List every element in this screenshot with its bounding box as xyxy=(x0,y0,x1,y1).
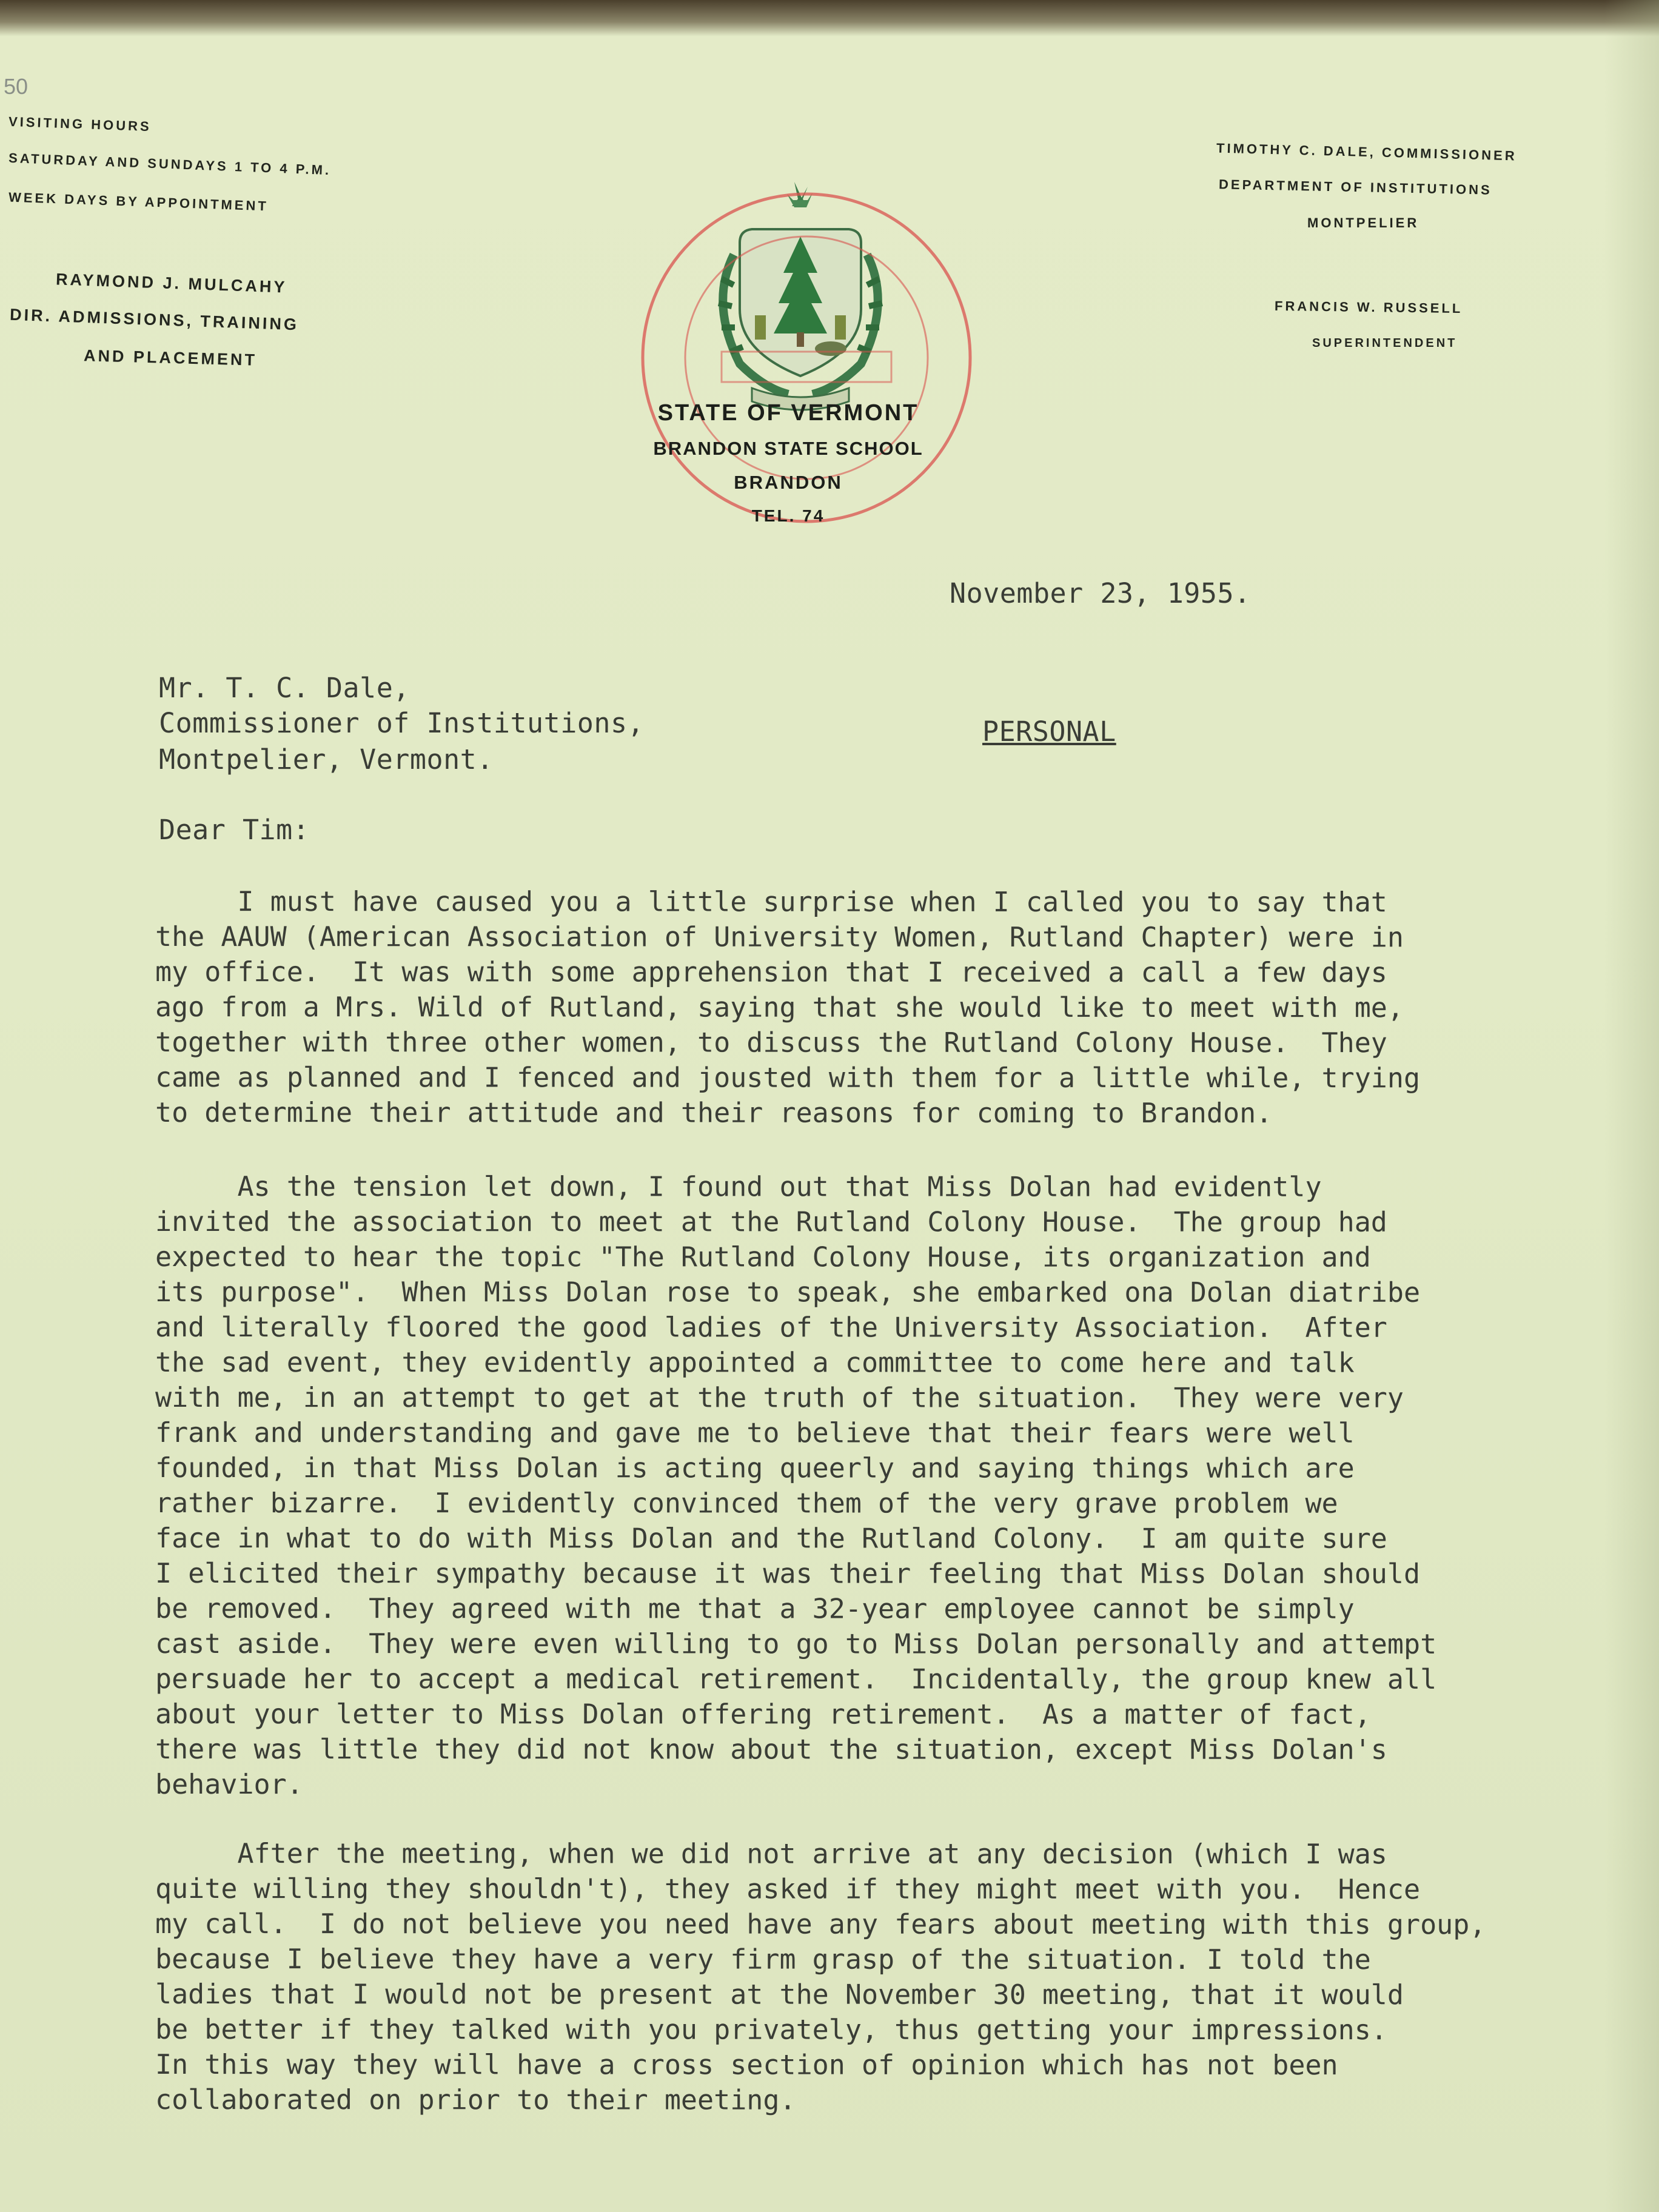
body-line: be better if they talked with you privately, thus getting your impressions. xyxy=(155,2013,1387,2046)
body-line: face in what to do with Miss Dolan and the Rutland Colony. I am quite sure xyxy=(155,1522,1387,1555)
superintendent-title: SUPERINTENDENT xyxy=(1312,337,1458,350)
personal-mark: PERSONAL xyxy=(982,716,1116,748)
department-name: DEPARTMENT OF INSTITUTIONS xyxy=(1218,176,1492,198)
commissioner-name: TIMOTHY C. DALE, COMMISSIONER xyxy=(1216,140,1517,164)
visiting-hours-title: VISITING HOURS xyxy=(8,113,152,135)
body-line: the sad event, they evidently appointed a committee to come here and talk xyxy=(155,1346,1355,1379)
department-city: MONTPELIER xyxy=(1307,215,1419,230)
body-line: the AAUW (American Association of University Women, Rutland Chapter) were in xyxy=(155,920,1404,954)
body-line: After the meeting, when we did not arrive at any decision (which I was xyxy=(155,1837,1387,1871)
body-line: and literally floored the good ladies of the University Association. After xyxy=(155,1311,1387,1344)
body-line: persuade her to accept a medical retirement. Incidentally, the group knew all xyxy=(155,1663,1437,1695)
letterhead-school: BRANDON STATE SCHOOL xyxy=(653,438,923,459)
body-line: be removed. They agreed with me that a 32-year employee cannot be simply xyxy=(155,1592,1355,1625)
body-line: I must have caused you a little surprise when I called you to say that xyxy=(155,885,1387,919)
body-line: quite willing they shouldn't), they asked if they might meet with you. Hence xyxy=(155,1872,1421,1906)
left-official-title: DIR. ADMISSIONS, TRAINING xyxy=(9,305,300,334)
letterhead-phone: TEL. 74 xyxy=(751,506,825,525)
body-line: with me, in an attempt to get at the truth of the situation. They were very xyxy=(155,1381,1404,1414)
body-line: expected to hear the topic "The Rutland Colony House, its organization and xyxy=(155,1241,1371,1273)
body-line: ladies that I would not be present at the November 30 meeting, that it would xyxy=(155,1978,1404,2011)
body-line: cast aside. They were even willing to go to Miss Dolan personally and attempt xyxy=(155,1627,1437,1660)
letter-date: November 23, 1955. xyxy=(950,577,1251,609)
body-line: my call. I do not believe you need have any fears about meeting with this group, xyxy=(155,1908,1486,1941)
body-line: because I believe they have a very firm grasp of the situation. I told the xyxy=(155,1943,1371,1976)
body-line: As the tension let down, I found out that Miss Dolan had evidently xyxy=(155,1170,1322,1203)
body-line: ago from a Mrs. Wild of Rutland, saying that she would like to meet with me, xyxy=(155,991,1404,1024)
body-line: about your letter to Miss Dolan offering retirement. As a matter of fact, xyxy=(155,1698,1371,1731)
address-line-3: Montpelier, Vermont. xyxy=(159,743,494,776)
body-line: rather bizarre. I evidently convinced them of the very grave problem we xyxy=(155,1487,1338,1520)
letterhead-town: BRANDON xyxy=(734,472,843,493)
body-line: my office. It was with some apprehension that I received a call a few days xyxy=(155,956,1387,989)
body-line: collaborated on prior to their meeting. xyxy=(155,2083,796,2116)
visiting-hours-weekdays: WEEK DAYS BY APPOINTMENT xyxy=(8,189,269,214)
address-line-2: Commissioner of Institutions, xyxy=(159,707,645,739)
superintendent-name: FRANCIS W. RUSSELL xyxy=(1274,298,1463,317)
address-line-1: Mr. T. C. Dale, xyxy=(159,672,410,704)
body-line: I elicited their sympathy because it was their feeling that Miss Dolan should xyxy=(155,1557,1421,1590)
left-official-title-2: AND PLACEMENT xyxy=(83,346,258,369)
body-line: its purpose". When Miss Dolan rose to speak, she embarked ona Dolan diatribe xyxy=(155,1276,1421,1309)
visiting-hours-weekend: SATURDAY AND SUNDAYS 1 TO 4 P.M. xyxy=(8,150,332,178)
body-line: behavior. xyxy=(155,1768,303,1801)
body-line: together with three other women, to discuss the Rutland Colony House. They xyxy=(155,1026,1387,1059)
corner-mark: 50 xyxy=(4,74,28,99)
body-line: founded, in that Miss Dolan is acting queerly and saying things which are xyxy=(155,1452,1355,1484)
page-top-shadow xyxy=(0,0,1659,36)
body-line: frank and understanding and gave me to believe that their fears were well xyxy=(155,1416,1355,1449)
body-line: to determine their attitude and their reasons for coming to Brandon. xyxy=(155,1096,1273,1130)
letterhead-state: STATE OF VERMONT xyxy=(657,400,919,426)
salutation: Dear Tim: xyxy=(159,814,310,846)
body-line: invited the association to meet at the Rutland Colony House. The group had xyxy=(155,1205,1387,1238)
body-line: In this way they will have a cross section of opinion which has not been xyxy=(155,2048,1338,2082)
body-line: there was little they did not know about the situation, except Miss Dolan's xyxy=(155,1733,1387,1766)
page-edge-shadow xyxy=(1604,0,1659,2212)
body-line: came as planned and I fenced and jousted with them for a little while, trying xyxy=(155,1061,1421,1094)
left-official-name: RAYMOND J. MULCAHY xyxy=(55,270,287,297)
